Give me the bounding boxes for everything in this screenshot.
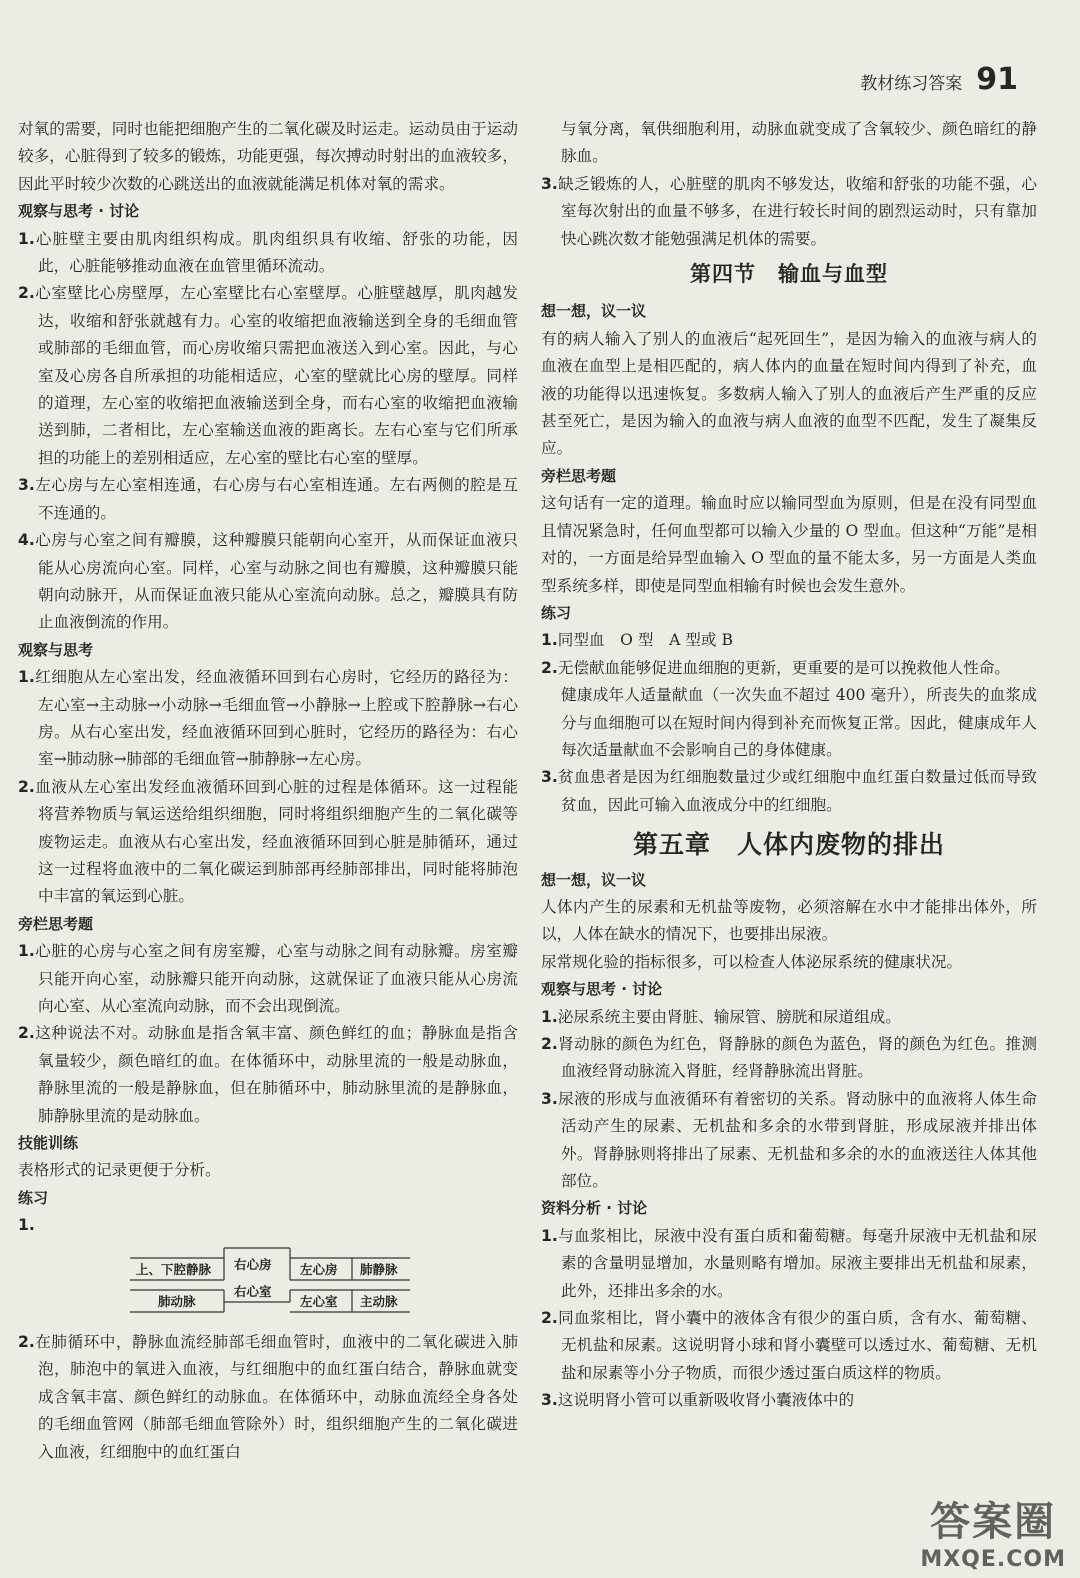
diagram-label: 肺静脉 (360, 1261, 398, 1277)
right-column (541, 116, 1037, 1415)
list-item: 2.同血浆相比，肾小囊中的液体含有很少的蛋白质，含有水、葡萄糖、无机盐和尿素。这说明肾小球和肾小囊壁可以透过水、葡萄糖、无机盐和尿素等小分子物质，而很少透过蛋白质这样的物质。 (541, 1309, 1037, 1382)
section-heading: 想一想，议一议 (541, 870, 647, 889)
section-heading: 练习 (18, 1188, 49, 1207)
list-item: 1.心脏的心房与心室之间有房室瓣，心室与动脉之间有动脉瓣。房室瓣只能开向心室，动脉瓣只能开向动脉，这就保证了血液只能从心房流向心室、从心室流向动脉，而不会出现倒流。 (18, 942, 518, 1015)
diagram-label: 肺动脉 (158, 1293, 196, 1309)
paragraph: 与氧分离，氧供细胞利用，动脉血就变成了含氧较少、颜色暗红的静脉血。 (561, 120, 1037, 166)
section-heading: 观察与思考 (18, 640, 94, 659)
list-item: 2.在肺循环中，静脉血流经肺部毛细血管时，血液中的二氧化碳进入肺泡，肺泡中的氧进入血液，与红细胞中的血红蛋白结合，静脉血就变成含氧丰富、颜色鲜红的动脉血。在体循环中，动脉血流经全身各处的毛细血管网（肺部毛细血管除外）时，组织细胞产生的二氧化碳进入血液，红细胞中的血红蛋白 (18, 1333, 518, 1461)
list-item: 2.这种说法不对。动脉血是指含氧丰富、颜色鲜红的血；静脉血是指含氧量较少，颜色暗红的血。在体循环中，动脉里流的一般是动脉血，静脉里流的一般是静脉血，但在肺循环中，肺动脉里流的是静脉血，肺静脉里流的是动脉血。 (18, 1024, 518, 1125)
section-heading: 旁栏思考题 (541, 466, 617, 485)
section-heading: 练习 (541, 603, 572, 622)
list-item: 3.这说明肾小管可以重新吸收肾小囊液体中的 (541, 1391, 855, 1410)
left-column (18, 116, 518, 1466)
list-item: 3.贫血患者是因为红细胞数量过少或红细胞中血红蛋白数量过低而导致贫血，因此可输入血液成分中的红细胞。 (541, 768, 1037, 814)
page-header (860, 62, 1018, 97)
chapter-title: 第五章 人体内废物的排出 (632, 830, 945, 860)
list-item: 3.缺乏锻炼的人，心脏壁的肌肉不够发达，收缩和舒张的功能不强，心室每次射出的血量不够多，在进行较长时间的剧烈运动时，只有靠加快心跳次数才能勉强满足机体的需要。 (541, 174, 1037, 248)
list-item: 2.血液从左心室出发经血液循环回到心脏的过程是体循环。这一过程能将营养物质与氧运送给组织细胞，同时将组织细胞产生的二氧化碳等废物运走。血液从右心室出发，经血液循环回到心脏是肺循环，通过这一过程将血液中的二氧化碳运到肺部再经肺部排出，同时能将肺泡中丰富的氧运到心脏。 (18, 777, 518, 906)
paragraph: 表格形式的记录更便于分析。 (18, 1161, 221, 1180)
list-item: 1.泌尿系统主要由肾脏、输尿管、膀胱和尿道组成。 (541, 1007, 901, 1026)
section-heading: 旁栏思考题 (18, 914, 94, 933)
paragraph: 这句话有一定的道理。输血时应以输同型血为原则，但是在没有同型血且情况紧急时，任何血型都可以输入少量的 O 型血。但这种“万能”是相对的，一方面是给异型血输入 O 型血的量不能太多，另一方面是人类血型系统多样，即使是同型血相输有时候也会发生意外。 (541, 494, 1037, 595)
section-heading: 资料分析 · 讨论 (541, 1199, 648, 1218)
section-title: 第四节 输血与血型 (690, 262, 888, 287)
diagram-label: 上、下腔静脉 (136, 1261, 212, 1277)
diagram-label: 右心房 (234, 1256, 272, 1272)
page-number: 91 (976, 62, 1018, 97)
list-item: 2.无偿献血能够促进血细胞的更新，更重要的是可以挽救他人性命。 (541, 658, 1011, 677)
diagram-label: 主动脉 (360, 1293, 398, 1309)
watermark-logo (920, 1490, 1066, 1572)
section-heading: 观察与思考 · 讨论 (541, 980, 663, 999)
list-item: 4.心房与心室之间有瓣膜，这种瓣膜只能朝向心室开，从而保证血液只能从心房流向心室。同样，心室与动脉之间也有瓣膜，这种瓣膜只能朝向动脉开，从而保证血液只能从心室流向动脉。总之，瓣膜具有防止血液倒流的作用。 (18, 531, 518, 632)
diagram-label: 左心房 (300, 1261, 338, 1277)
diagram-label: 右心室 (234, 1283, 272, 1299)
section-heading: 观察与思考 · 讨论 (18, 202, 140, 221)
circulation-diagram-svg (130, 1244, 410, 1314)
watermark-logo-text: 答案圈 (930, 1499, 1057, 1545)
paragraph: 人体内产生的尿素和无机盐等废物，必须溶解在水中才能排出体外，所以，人体在缺水的情况下，也要排出尿液。 (541, 897, 1037, 944)
paragraph: 尿常规化验的指标很多，可以检查人体泌尿系统的健康状况。 (541, 952, 963, 971)
paragraph: 有的病人输入了别人的血液后“起死回生”，是因为输入的血液与病人的血液在血型上是相匹配的，病人体内的血量在短时间内得到了补充，血液的功能得以迅速恢复。多数病人输入了别人的血液后产生严重的反应甚至死亡，是因为输入的血液与病人血液的血型不匹配，发生了凝集反应。 (541, 329, 1037, 458)
circulation-diagram (130, 1244, 518, 1323)
list-item: 1.同型血 O 型 A 型或 B (541, 631, 733, 650)
section-heading: 想一想，议一议 (541, 302, 647, 321)
watermark-url: MXQE.COM (920, 1547, 1066, 1572)
list-item: 3.左心房与左心室相连通，右心房与右心室相连通。左右两侧的腔是互不连通的。 (18, 476, 518, 522)
paragraph: 对氧的需要，同时也能把细胞产生的二氧化碳及时运走。运动员由于运动较多，心脏得到了较多的锻炼，功能更强，每次搏动时射出的血液较多，因此平时较少次数的心跳送出的血液就能满足机体对氧的需求。 (18, 120, 518, 193)
list-item: 3.尿液的形成与血液循环有着密切的关系。肾动脉中的血液将人体生命活动产生的尿素、无机盐和多余的水带到肾脏，形成尿液并排出体外。肾静脉则将排出了尿素、无机盐和多余的水的血液送往人体其他部位。 (541, 1089, 1037, 1191)
list-item: 1.心脏壁主要由肌肉组织构成。肌肉组织具有收缩、舒张的功能，因此，心脏能够推动血液在血管里循环流动。 (18, 229, 518, 276)
section-heading: 技能训练 (18, 1134, 79, 1153)
list-item: 2.肾动脉的颜色为红色，肾静脉的颜色为蓝色，肾的颜色为红色。推测血液经肾动脉流入肾脏，经肾静脉流出肾脏。 (541, 1035, 1037, 1081)
list-item: 1. (18, 1216, 35, 1235)
diagram-label: 左心室 (300, 1293, 338, 1309)
header-label: 教材练习答案 (860, 74, 963, 94)
list-item: 1.与血浆相比，尿液中没有蛋白质和葡萄糖。每毫升尿液中无机盐和尿素的含量明显增加，水量则略有增加。尿液主要排出无机盐和尿素，此外，还排出多余的水。 (541, 1226, 1037, 1300)
list-item: 1.红细胞从左心室出发，经血液循环回到右心房时，它经历的路径为：左心室→主动脉→小动脉→毛细血管→小静脉→上腔或下腔静脉→右心房。从右心室出发，经血液循环回到心脏时，它经历的路径为：右心室→肺动脉→肺部的毛细血管→肺静脉→左心房。 (18, 668, 518, 769)
paragraph: 健康成年人适量献血（一次失血不超过 400 毫升），所丧失的血浆成分与血细胞可以在短时间内得到补充而恢复正常。因此，健康成年人每次适量献血不会影响自己的身体健康。 (561, 686, 1037, 759)
list-item: 2.心室壁比心房壁厚，左心室壁比右心室壁厚。心脏壁越厚，肌肉越发达，收缩和舒张就越有力。心室的收缩把血液输送到全身的毛细血管或肺部的毛细血管，而心房收缩只需把血液送入到心室。因此，与心室及心房各自所承担的功能相适应，心室的壁就比心房的壁厚。同样的道理，左心室的收缩把血液输送到全身，而右心室的收缩把血液输送到肺，二者相比，左心室输送血液的距离长。左右心室与它们所承担的功能上的差别相适应，左心室的壁比右心室的壁厚。 (18, 284, 518, 467)
